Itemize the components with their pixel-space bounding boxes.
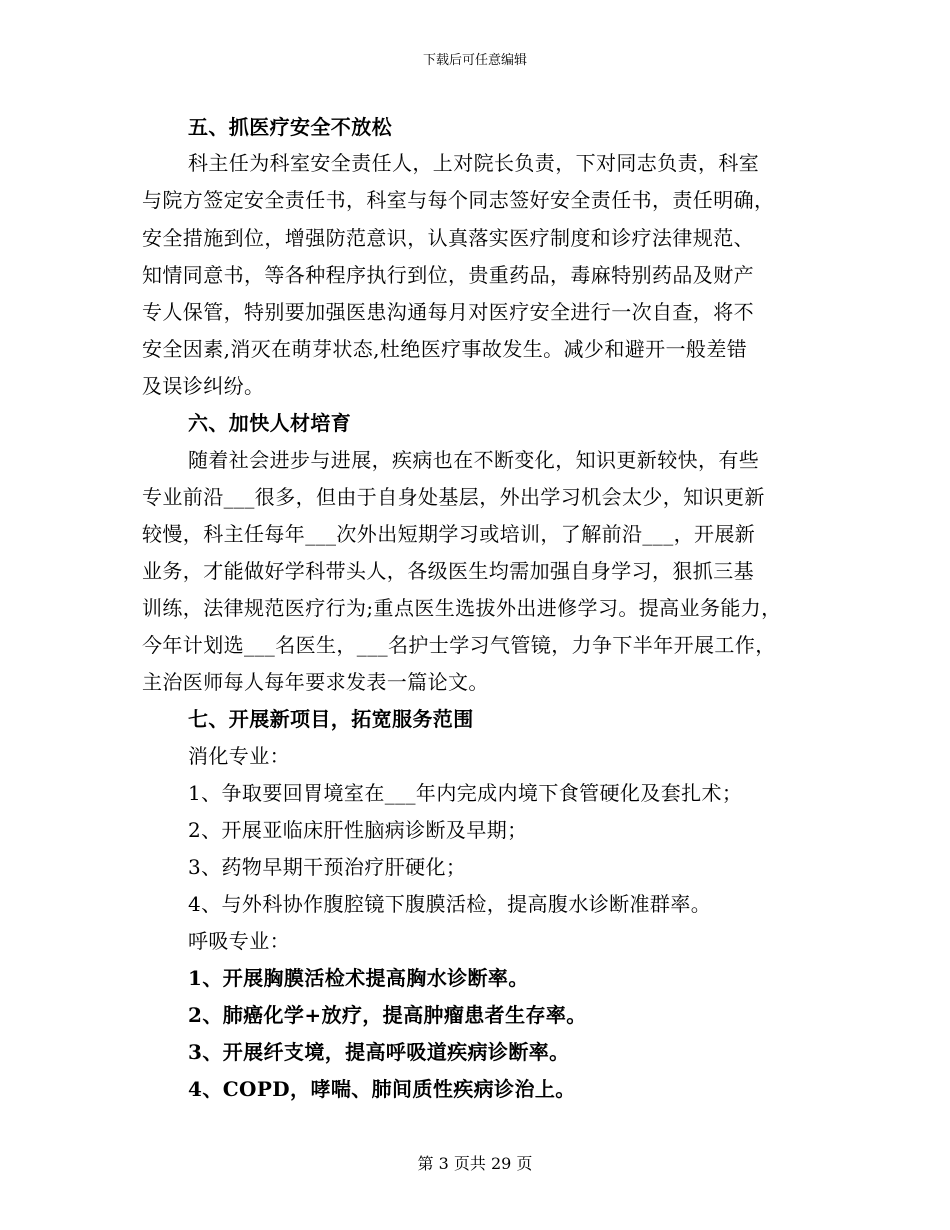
subsection-label: 消化专业： [188,744,290,768]
paragraph-line: 专业前沿___很多，但由于自身处基层，外出学习机会太少，知识更新 [142,485,765,509]
list-item: 3、药物早期干预治疗肝硬化； [188,855,467,879]
paragraph-line: 随着社会进步与进展，疾病也在不断变化，知识更新较快，有些 [188,448,760,472]
paragraph-line: 训练，法律规范医疗行为;重点医生选拔外出进修学习。提高业务能力， [142,596,782,620]
section-heading: 六、加快人材培育 [188,411,352,435]
paragraph-line: 安全因素,消灭在萌芽状态,杜绝医疗事故发生。减少和避开一般差错 [142,337,748,361]
list-item: 3、开展纤支境，提高呼吸道疾病诊断率。 [188,1040,570,1064]
list-item: 1、争取要回胃境室在___年内完成内境下食管硬化及套扎术； [188,781,743,805]
subsection-label: 呼吸专业： [188,929,290,953]
section-heading: 五、抓医疗安全不放松 [188,115,392,139]
list-item: 1、开展胸膜活检术提高胸水诊断率。 [188,966,529,990]
list-item: 2、开展亚临床肝性脑病诊断及早期； [188,818,528,842]
paragraph-line: 与院方签定安全责任书，科室与每个同志签好安全责任书，责任明确， [142,188,775,212]
paragraph-line: 较慢，科主任每年___次外出短期学习或培训，了解前沿___，开展新 [142,522,756,546]
paragraph-line: 业务，才能做好学科带头人，各级医生均需加强自身学习，狠抓三基 [142,559,754,583]
page-number: 第 3 页共 29 页 [417,1154,533,1173]
list-item: 4、与外科协作腹腔镜下腹膜活检，提高腹水诊断准群率。 [188,892,712,916]
paragraph-line: 及误诊纠纷。 [142,374,265,398]
page-header: 下载后可任意编辑 [422,53,527,68]
list-item: 2、肺癌化学+放疗，提高肿瘤患者生存率。 [188,1003,587,1027]
paragraph-line: 专人保管，特别要加强医患沟通每月对医疗安全进行一次自查，将不 [142,300,754,324]
section-heading: 七、开展新项目，拓宽服务范围 [188,707,474,731]
paragraph-line: 今年计划选___名医生，___名护士学习气管镜，力争下半年开展工作， [142,633,776,657]
paragraph-line: 知情同意书，等各种程序执行到位，贵重药品，毒麻特别药品及财产 [142,263,754,287]
paragraph-line: 安全措施到位，增强防范意识，认真落实医疗制度和诊疗法律规范、 [142,226,754,250]
list-item: 4、COPD，哮喘、肺间质性疾病诊治上。 [188,1077,576,1101]
paragraph-line: 主治医师每人每年要求发表一篇论文。 [142,670,489,694]
paragraph-line: 科主任为科室安全责任人，上对院长负责，下对同志负责，科室 [188,151,760,175]
